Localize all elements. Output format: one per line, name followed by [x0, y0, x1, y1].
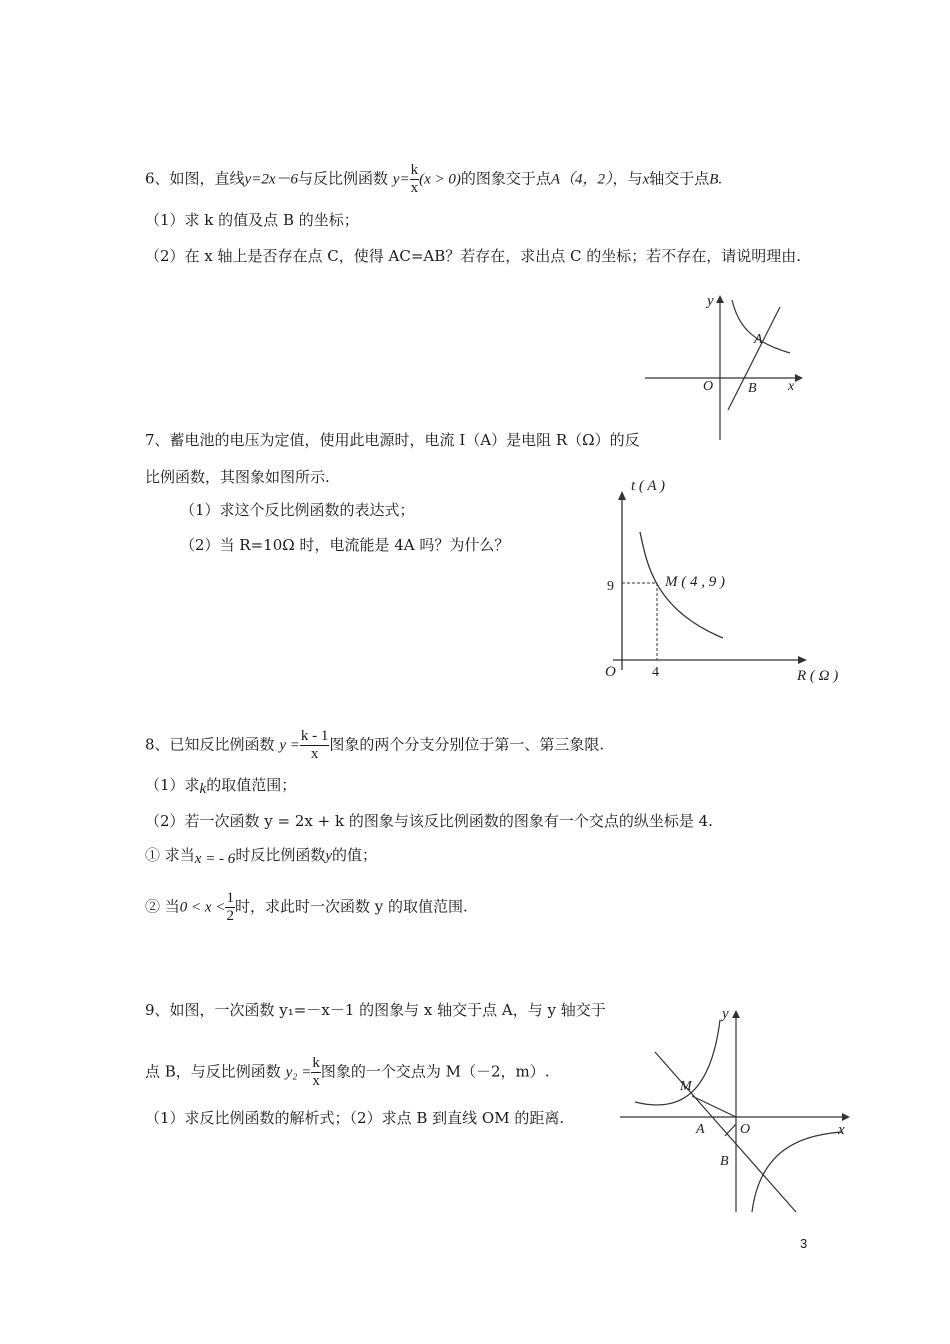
- q8-sub1-c: 的值；: [332, 846, 378, 864]
- q7-fig-o: O: [605, 664, 616, 680]
- q9-fig-m: M: [680, 1079, 692, 1094]
- q9-branch-right: [752, 1132, 842, 1212]
- q8-part2: （2）若一次函数 y = 2x + k 的图象与该反比例函数的图象有一个交点的纵坐标是 4.: [145, 812, 713, 830]
- q6-condition: (x > 0): [419, 171, 461, 188]
- q8-part1-a: （1）求: [145, 776, 200, 794]
- q6-frac-den: x: [410, 180, 419, 196]
- q9-fig-a: A: [696, 1122, 705, 1137]
- q6-fig-y: y: [707, 293, 714, 309]
- q6-mid4: 轴交于点: [649, 169, 710, 188]
- q9-segment-b: [725, 1124, 736, 1136]
- q9-y-arrow: [732, 1010, 740, 1018]
- q6-frac-num: k: [410, 162, 419, 178]
- q8-part1-b: 的取值范围；: [206, 776, 297, 794]
- q6-x: x: [642, 171, 650, 188]
- q8-sub1: [145, 845, 377, 866]
- q9-fraction: [311, 1055, 321, 1090]
- q8-stem: [145, 728, 604, 763]
- q8-sub2: [145, 890, 468, 925]
- q7-y-arrow: [618, 491, 626, 500]
- q8-sub1-eq: x = - 6: [194, 851, 236, 867]
- q6-pre: 6、如图，直线: [145, 169, 245, 188]
- q6-point-b: B.: [709, 171, 723, 188]
- q8-sub2-b: 时，求此时一次函数 y 的取值范围.: [234, 897, 468, 916]
- q8-part1: [145, 775, 296, 796]
- q7-fig-point: M ( 4 , 9 ): [665, 574, 725, 590]
- q8-sub1-y: y: [325, 848, 332, 864]
- q7-fig-xtick: 4: [652, 665, 659, 680]
- q7-fig-yaxis: t ( A ): [631, 478, 666, 494]
- q6-part1: （1）求 k 的值及点 B 的坐标；: [145, 211, 359, 229]
- q7-x-arrow: [798, 656, 807, 664]
- q8-sub2-fraction: [225, 890, 235, 925]
- q7-part1: （1）求这个反比例函数的表达式；: [180, 501, 415, 519]
- q8-sub1-b: 时反比例函数: [235, 846, 326, 864]
- q9-frac-den: x: [312, 1073, 320, 1089]
- q6-y-arrow: [716, 295, 724, 303]
- q9-line2-b: 图象的一个交点为 M（－2，m）.: [320, 1062, 550, 1081]
- q9-figure: [620, 1000, 860, 1220]
- q8-part1-k: k: [199, 781, 207, 797]
- q8-fraction: [300, 728, 330, 763]
- q8-sub1-a: ① 求当: [145, 846, 195, 864]
- q6-line-eq: y=2x－6: [244, 171, 298, 188]
- q6-fig-x: x: [788, 379, 795, 394]
- q9-line2: [145, 1055, 550, 1090]
- q6-x-arrow: [795, 374, 803, 382]
- q6-mid3: ，与: [612, 169, 643, 188]
- q7-fig-ytick: 9: [607, 579, 614, 594]
- q9-fig-y: y: [722, 1006, 729, 1022]
- q6-fig-o: O: [703, 379, 714, 394]
- q9-fig-o: O: [740, 1122, 751, 1137]
- q7-line2: 比例函数，其图象如图所示.: [145, 468, 330, 486]
- q7-figure: [595, 470, 860, 690]
- q7-line1: 7、蓄电池的电压为定值，使用此电源时，电流 I（A）是电阻 R（Ω）的反: [145, 431, 640, 449]
- q8-sub2-den: 2: [226, 908, 234, 924]
- q6-ylhs: y=: [392, 171, 410, 188]
- q8-ylhs: y =: [279, 737, 300, 754]
- q9-parts: （1）求反比例函数的解析式；（2）求点 B 到直线 OM 的距离.: [145, 1109, 565, 1127]
- page-number: 3: [800, 1236, 808, 1251]
- q9-fig-x: x: [838, 1122, 845, 1138]
- q9-y2: y₂ =: [285, 1064, 312, 1081]
- q6-fig-b: B: [748, 381, 757, 396]
- q8-post: 图象的两个分支分别位于第一、第三象限.: [329, 735, 605, 754]
- q6-mid1: 与反比例函数: [298, 169, 389, 188]
- q8-sub2-a: ② 当: [145, 897, 180, 916]
- q8-sub2-ineq: 0 < x <: [179, 899, 226, 916]
- q9-line2-a: 点 B，与反比例函数: [145, 1062, 281, 1081]
- q9-branch-left: [635, 1020, 720, 1105]
- q9-line1: 9、如图，一次函数 y₁=－x－1 的图象与 x 轴交于点 A，与 y 轴交于: [145, 1001, 606, 1019]
- q6-fraction: [410, 162, 420, 197]
- q6-part2: （2）在 x 轴上是否存在点 C，使得 AC=AB？若存在，求出点 C 的坐标；若不存在，请说明理由.: [145, 247, 802, 265]
- q7-fig-xaxis: R ( Ω ): [797, 668, 839, 684]
- q6-point-a: A（4，2）: [550, 171, 613, 188]
- q9-fig-b: B: [720, 1154, 729, 1169]
- q8-pre: 8、已知反比例函数: [145, 735, 275, 754]
- q9-line: [655, 1052, 796, 1212]
- q8-frac-num: k - 1: [300, 728, 329, 744]
- q8-sub2-num: 1: [226, 890, 234, 906]
- q6-stem: [145, 162, 722, 197]
- q9-segment-om: [692, 1096, 736, 1117]
- q9-x-arrow: [842, 1113, 850, 1121]
- q6-fig-a: A: [754, 332, 763, 347]
- q8-frac-den: x: [310, 746, 319, 762]
- q6-mid2: 的图象交于点: [460, 169, 551, 188]
- q6-figure: [640, 285, 820, 450]
- q7-part2: （2）当 R=10Ω 时，电流能是 4A 吗？为什么？: [180, 536, 510, 554]
- q9-frac-num: k: [312, 1055, 320, 1071]
